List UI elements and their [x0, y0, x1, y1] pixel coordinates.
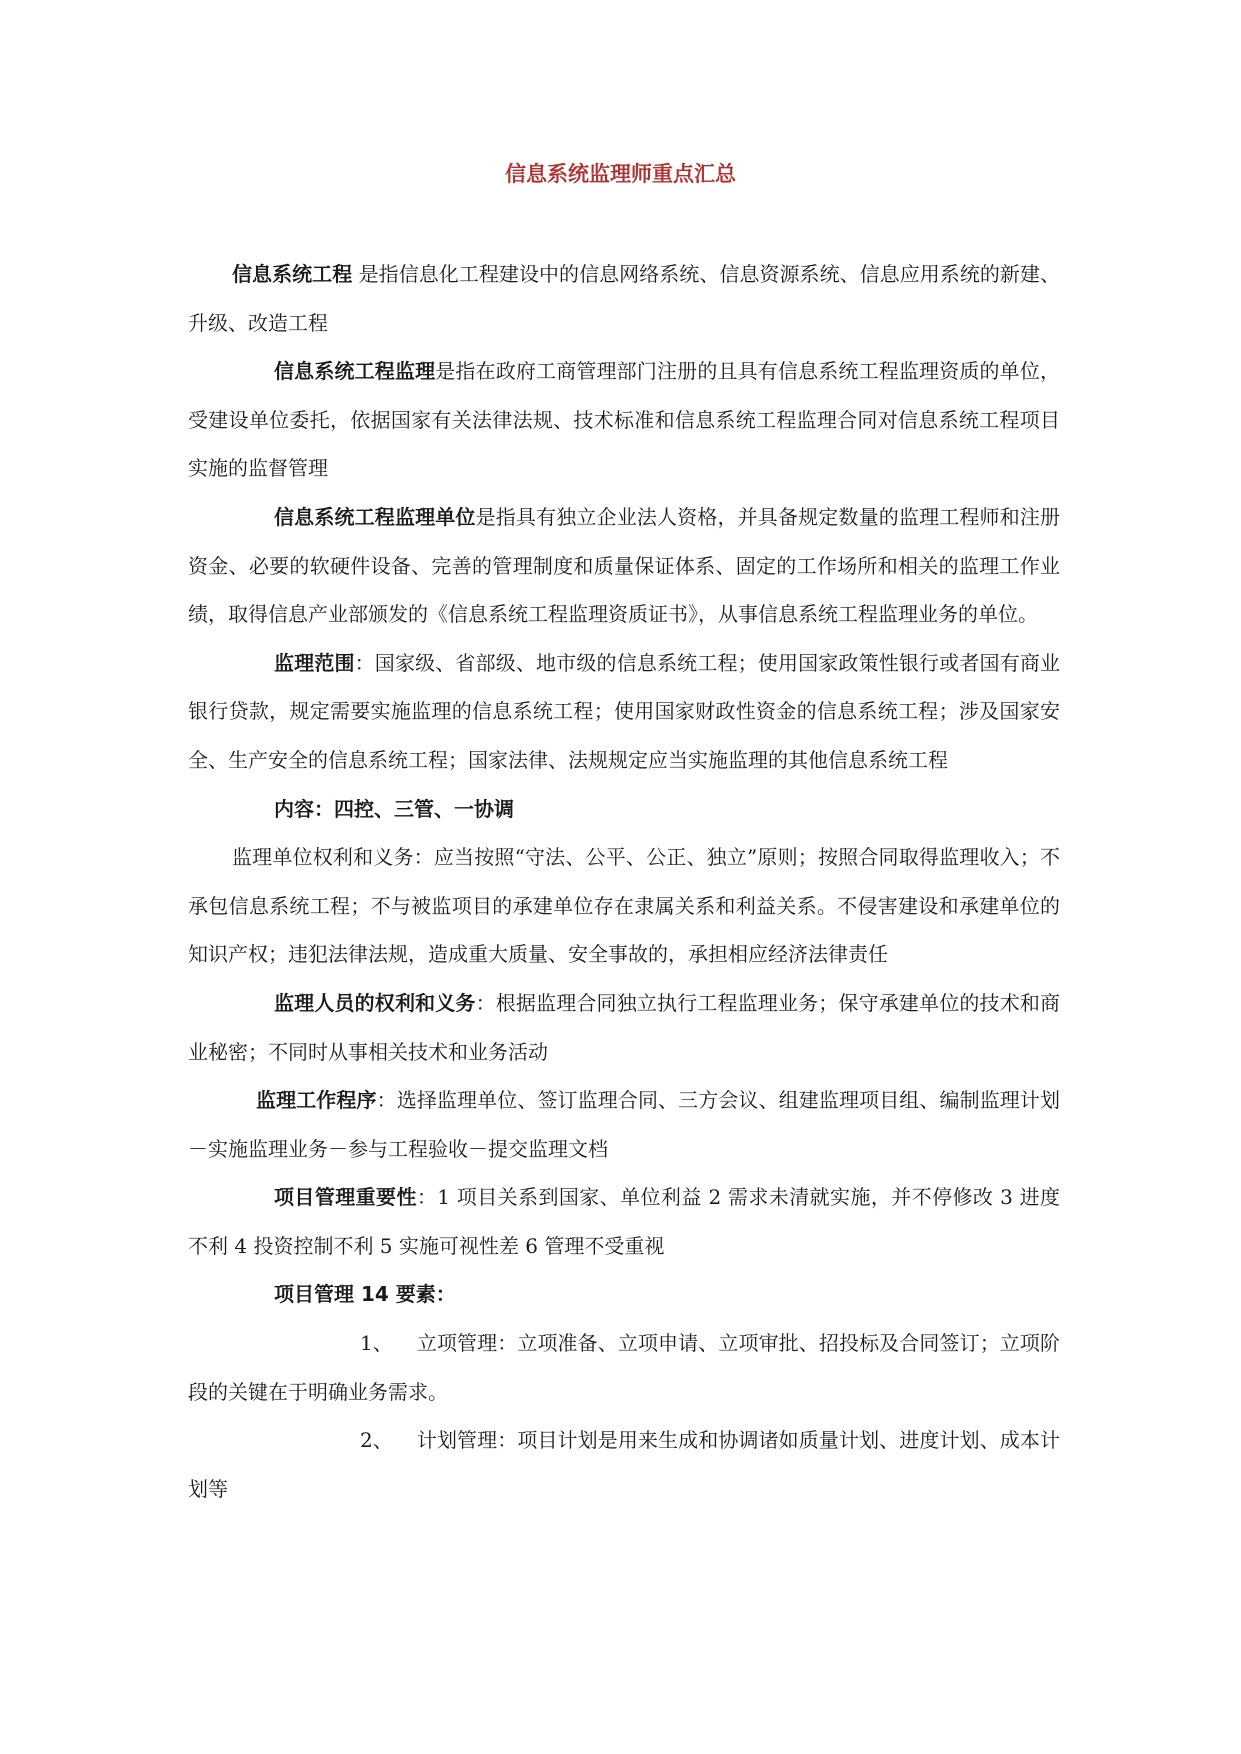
list-item-text: 立项管理：立项准备、立项申请、立项审批、招投标及合同签订；立项阶段的关键在于明确业务需求。: [188, 1331, 1060, 1404]
document-body: [188, 250, 1060, 1513]
paragraph-text: 是指具有独立企业法人资格，并具备规定数量的监理工程师和注册资金、必要的软硬件设备、完善的管理制度和质量保证体系、固定的工作场所和相关的监理工作业绩，取得信息产业部颁发的《信息系统工程监理资质证书》，从事信息系统工程监理业务的单位。: [188, 504, 1061, 627]
list-item: [188, 1319, 1060, 1416]
paragraph-text: 监理单位权利和义务：应当按照“守法、公平、公正、独立”原则；按照合同取得监理收入；不承包信息系统工程；不与被监项目的承建单位存在隶属关系和利益关系。不侵害建设和承建单位的知识产权；违犯法律法规，造成重大质量、安全事故的，承担相应经济法律责任: [188, 845, 1060, 967]
term-label: 项目管理重要性: [274, 1185, 417, 1210]
paragraph-pm-14-elements: [188, 1270, 1060, 1319]
list-item: [188, 1416, 1060, 1513]
term-label: 项目管理 14 要素：: [274, 1282, 456, 1307]
paragraph-pm-importance: [188, 1173, 1060, 1270]
paragraph-info-system-engineering: [188, 250, 1060, 347]
paragraph-unit-rights-duties: [188, 833, 1060, 979]
term-label: 信息系统工程: [232, 262, 353, 286]
term-label: 监理工作程序: [256, 1088, 377, 1113]
paragraph-work-procedure: [188, 1076, 1060, 1173]
paragraph-text: 是指在政府工商管理部门注册的且具有信息系统工程监理资质的单位，受建设单位委托，依据国家有关法律法规、技术标准和信息系统工程监理合同对信息系统工程项目实施的监督管理: [188, 359, 1061, 481]
paragraph-text: ：1 项目关系到国家、单位利益 2 需求未清就实施，并不停修改 3 进度不利 4 投资控制不利 5 实施可视性差 6 管理不受重视: [188, 1185, 1061, 1258]
term-label: 监理人员的权利和义务: [274, 990, 476, 1015]
paragraph-text: ：根据监理合同独立执行工程监理业务；保守承建单位的技术和商业秘密；不同时从事相关技术和业务活动: [188, 990, 1061, 1064]
term-label: 信息系统工程监理: [274, 359, 436, 384]
paragraph-text: ：国家级、省部级、地市级的信息系统工程；使用国家政策性银行或者国有商业银行贷款，规定需要实施监理的信息系统工程；使用国家财政性资金的信息系统工程；涉及国家安全、生产安全的信息系统工程；国家法律、法规规定应当实施监理的其他信息系统工程: [188, 650, 1061, 772]
term-label: 监理范围: [274, 650, 355, 675]
document-title: 信息系统监理师重点汇总: [505, 161, 736, 186]
paragraph-content: [188, 785, 1060, 834]
list-item-number: 1、: [360, 1331, 393, 1356]
paragraph-supervision-unit: [188, 493, 1060, 639]
list-item-text: 计划管理：项目计划是用来生成和协调诸如质量计划、进度计划、成本计划等: [188, 1428, 1060, 1501]
term-label: 信息系统工程监理单位: [274, 504, 476, 529]
paragraph-text: 是指信息化工程建设中的信息网络系统、信息资源系统、信息应用系统的新建、升级、改造工程: [188, 262, 1061, 335]
paragraph-engineering-supervision: [188, 347, 1060, 493]
paragraph-text: ：选择监理单位、签订监理合同、三方会议、组建监理项目组、编制监理计划－实施监理业务－参与工程验收－提交监理文档: [188, 1088, 1061, 1161]
paragraph-supervision-scope: [188, 639, 1060, 785]
list-item-number: 2、: [360, 1428, 393, 1453]
term-label: 内容：四控、三管、一协调: [274, 796, 514, 821]
paragraph-personnel-rights-duties: [188, 979, 1060, 1076]
